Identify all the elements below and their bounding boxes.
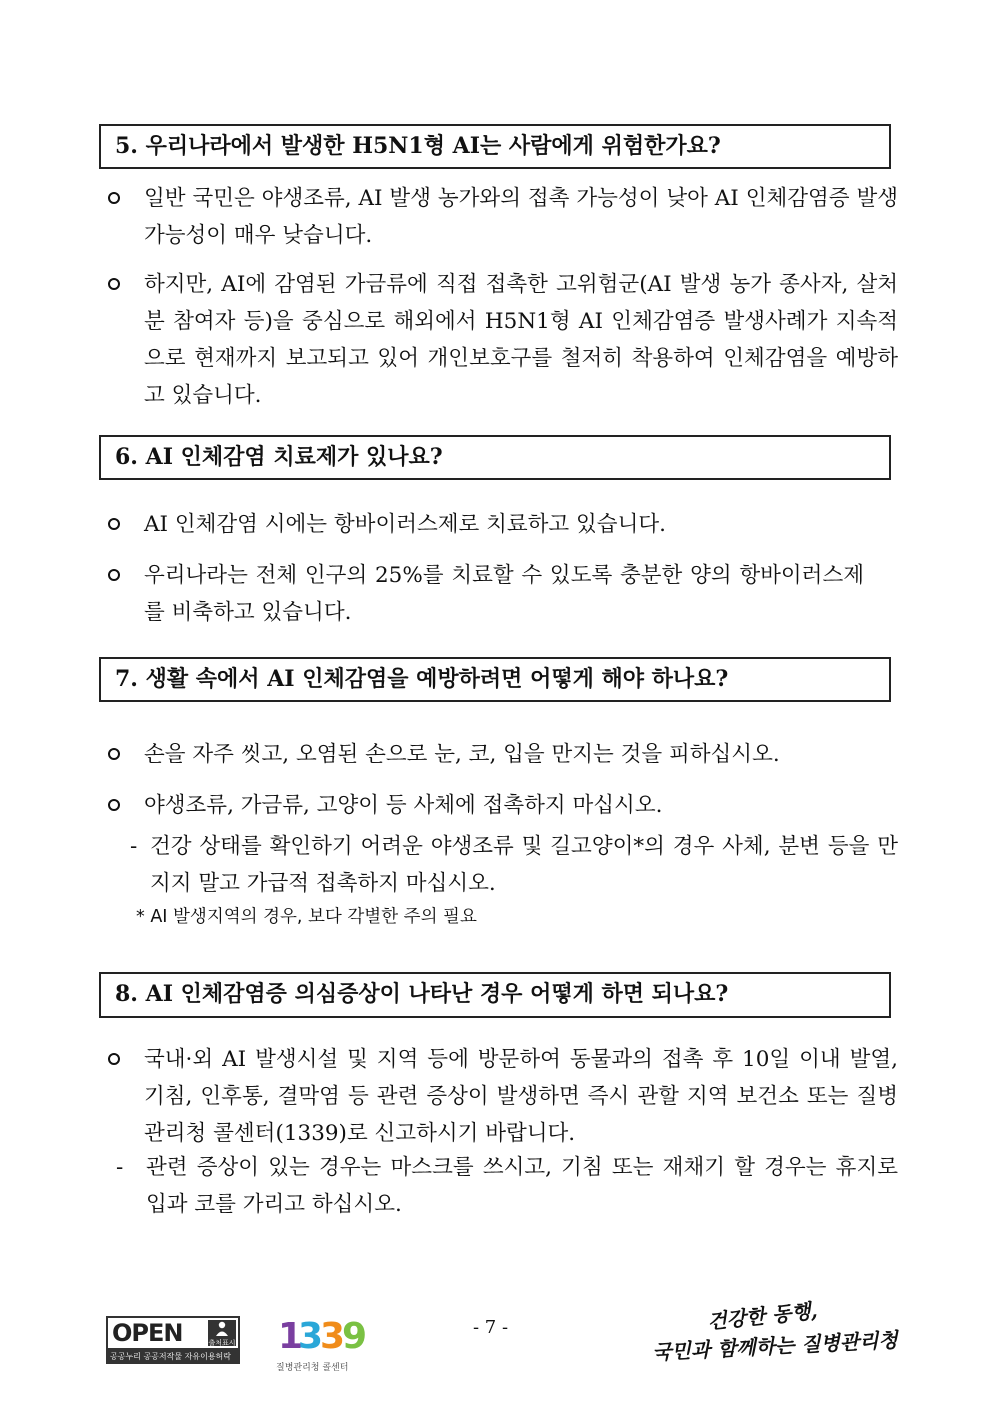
footnote: * AI 발생지역의 경우, 보다 각별한 주의 필요: [136, 907, 477, 927]
dash-text: 관련 증상이 있는 경우는 마스크를 쓰시고, 기침 또는 재채기 할 경우는 휴지로 입과 코를 가리고 하십시오.: [146, 1155, 898, 1217]
circle-bullet-icon: [108, 192, 120, 204]
circle-bullet-icon: [108, 518, 120, 530]
person-icon: [208, 1320, 236, 1337]
attribution-badge-label: 출처표시: [208, 1339, 236, 1347]
open-license-logo: [106, 1316, 240, 1364]
circle-bullet-icon: [108, 1053, 120, 1065]
page-number: - 7 -: [473, 1317, 509, 1338]
bullet-text: 우리나라는 전체 인구의 25%를 치료할 수 있도록 충분한 양의 항바이러스제를 비축하고 있습니다.: [144, 563, 864, 625]
slogan-line-2: 국민과 함께하는 질병관리청: [651, 1327, 899, 1365]
open-license-caption: 공공누리 공공저작물 자유이용허락: [106, 1350, 240, 1364]
callcenter-1339-logo: [276, 1314, 366, 1373]
callcenter-number-graphic: [276, 1314, 366, 1354]
open-logo-text: OPEN: [112, 1319, 183, 1347]
list-item: [108, 180, 898, 254]
kdca-slogan: [651, 1298, 899, 1372]
attribution-badge: [208, 1320, 236, 1346]
list-item: [108, 787, 898, 824]
list-item: [108, 266, 898, 414]
section-7-heading: 7. 생활 속에서 AI 인체감염을 예방하려면 어떻게 해야 하나요?: [99, 657, 891, 702]
circle-bullet-icon: [108, 569, 120, 581]
dash-item: [116, 1149, 898, 1223]
bullet-text: 야생조류, 가금류, 고양이 등 사체에 접촉하지 마십시오.: [144, 793, 663, 818]
svg-text:3: 3: [320, 1316, 346, 1354]
svg-text:1: 1: [278, 1316, 304, 1354]
callcenter-caption: 질병관리청 콜센터: [276, 1363, 349, 1373]
bullet-text: 하지만, AI에 감염된 가금류에 직접 접촉한 고위험군(AI 발생 농가 종사자, 살처분 참여자 등)을 중심으로 해외에서 H5N1형 AI 인체감염증 발생사례가 지속적으로 현재까지 보고되고 있어 개인보호구를 철저히 착용하여 인체감염을 예방하고 있습니다.: [144, 272, 898, 408]
dash-text: 건강 상태를 확인하기 어려운 야생조류 및 길고양이*의 경우 사체, 분변 등을 만지지 말고 가급적 접촉하지 마십시오.: [150, 834, 898, 896]
bullet-text: 손을 자주 씻고, 오염된 손으로 눈, 코, 입을 만지는 것을 피하십시오.: [144, 742, 780, 767]
list-item: [108, 506, 898, 543]
circle-bullet-icon: [108, 278, 120, 290]
dash-marker: -: [116, 1155, 124, 1180]
list-item: [108, 736, 898, 773]
bullet-text: 국내·외 AI 발생시설 및 지역 등에 방문하여 동물과의 접촉 후 10일 이내 발열, 기침, 인후통, 결막염 등 관련 증상이 발생하면 즉시 관할 지역 보건소 또는 질병관리청 콜센터(1339)로 신고하시기 바랍니다.: [144, 1047, 898, 1146]
section-5-heading: 5. 우리나라에서 발생한 H5N1형 AI는 사람에게 위험한가요?: [99, 124, 891, 169]
list-item: [108, 1041, 898, 1152]
section-8-heading: 8. AI 인체감염증 의심증상이 나타난 경우 어떻게 하면 되나요?: [99, 972, 891, 1018]
bullet-text: AI 인체감염 시에는 항바이러스제로 치료하고 있습니다.: [144, 512, 666, 537]
list-item: [108, 557, 898, 631]
dash-marker: -: [130, 834, 138, 859]
svg-text:9: 9: [342, 1316, 366, 1354]
circle-bullet-icon: [108, 799, 120, 811]
section-6-heading: 6. AI 인체감염 치료제가 있나요?: [99, 435, 891, 480]
bullet-text: 일반 국민은 야생조류, AI 발생 농가와의 접촉 가능성이 낮아 AI 인체감염증 발생 가능성이 매우 낮습니다.: [144, 186, 898, 248]
slogan-line-1: 건강한 동행,: [706, 1298, 819, 1334]
circle-bullet-icon: [108, 748, 120, 760]
dash-item: [130, 828, 898, 902]
svg-text:3: 3: [298, 1316, 324, 1354]
